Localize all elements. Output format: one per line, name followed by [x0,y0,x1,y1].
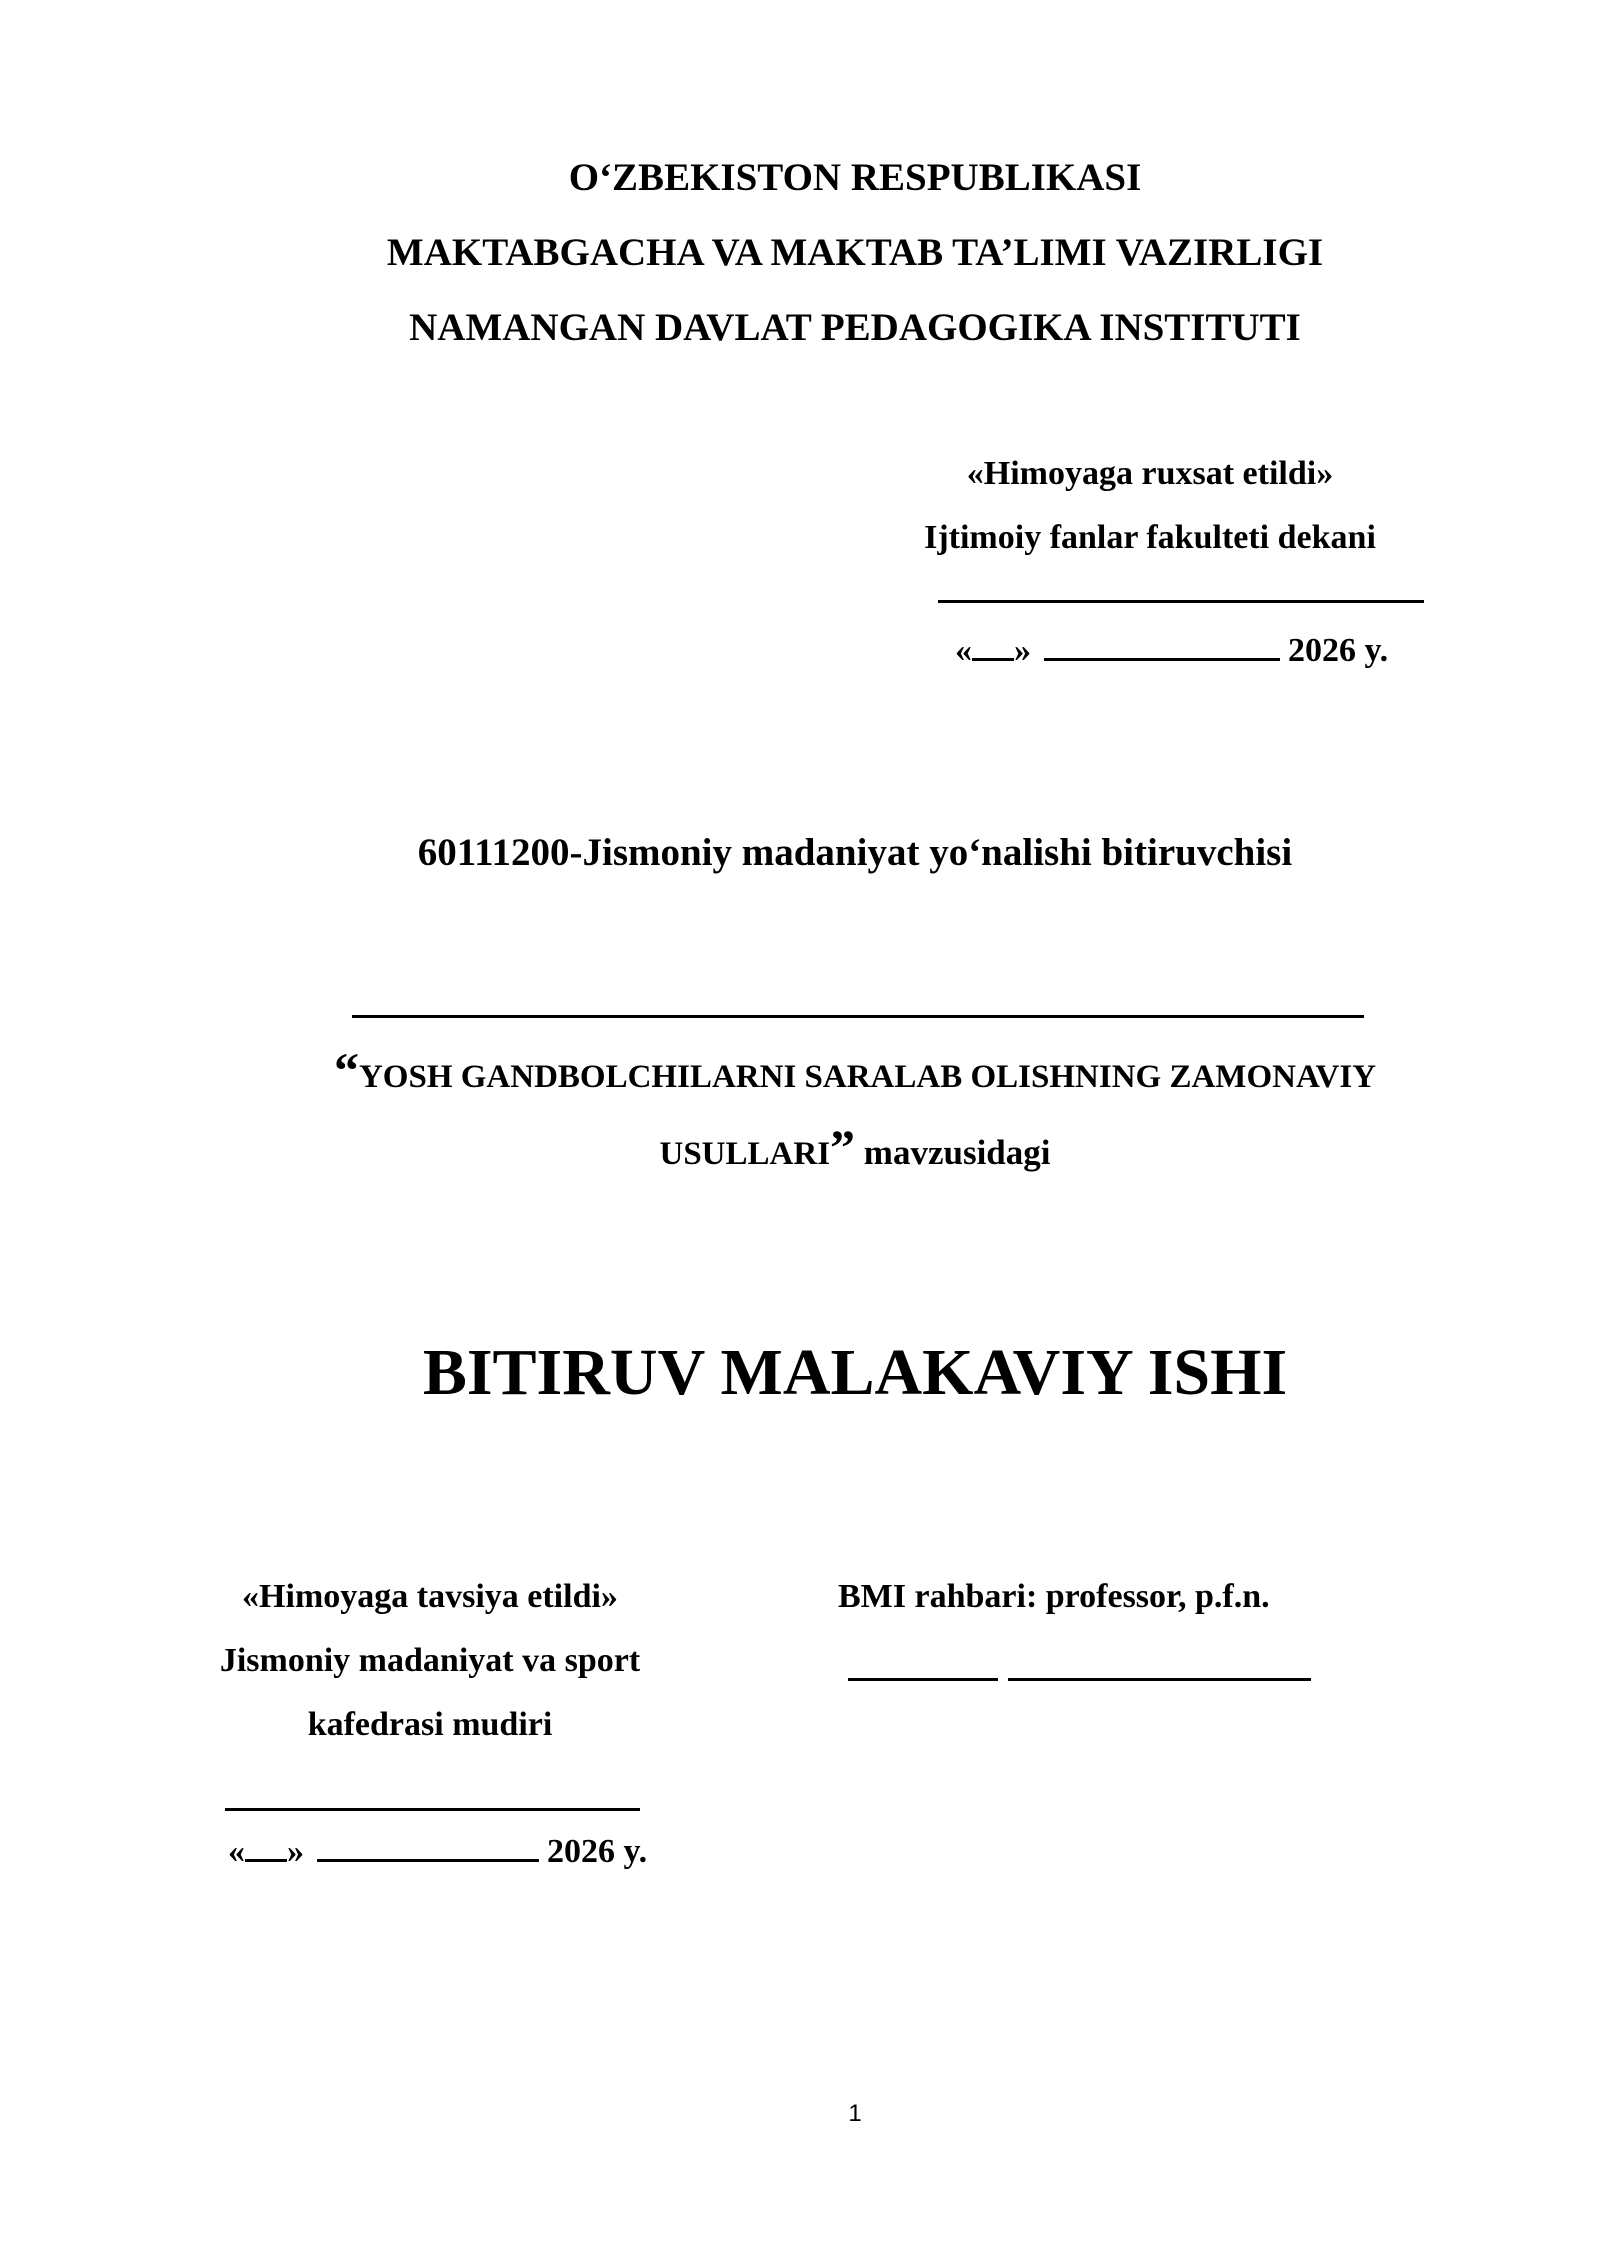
supervisor-name-line [1008,1678,1311,1681]
approval-block [870,442,1430,570]
supervisor-label: BMI rahbari: professor, p.f.n. [838,1578,1270,1615]
recommend-role-line1: Jismoniy madaniyat va sport [219,1642,641,1679]
recommend-year: 2026 y. [547,1833,648,1870]
recommend-block [160,1565,700,1757]
supervisor-block [838,1565,1270,1629]
topic-close-quote: ” [830,1119,856,1175]
topic-open-quote: “ [333,1042,359,1098]
page-number: 1 [848,2100,862,2127]
topic-block [240,1035,1470,1189]
header-institute: NAMANGAN DAVLAT PEDAGOGIKA INSTITUTI [409,306,1301,349]
recommend-signature-line [225,1808,640,1811]
approval-signature-line [938,600,1424,603]
header-ministry: MAKTABGACHA VA MAKTAB TA’LIMI VAZIRLIGI [386,231,1324,274]
student-name-line [352,1015,1364,1018]
supervisor-signature-line [848,1678,998,1681]
document-title: BITIRUV MALAKAVIY ISHI [422,1336,1288,1409]
approval-title: «Himoyaga ruxsat etildi» [966,455,1334,492]
recommend-date: « » 2026 y. [228,1833,648,1870]
approval-year: 2026 y. [1288,632,1389,669]
topic-text-line1: YOSH GANDBOLCHILARNI SARALAB OLISHNING ZAMONAVIY [358,1059,1377,1095]
topic-text-line2: USULLARI [659,1136,831,1172]
approval-role: Ijtimoiy fanlar fakulteti dekani [924,519,1376,556]
recommend-title: «Himoyaga tavsiya etildi» [242,1578,618,1615]
approval-day-blank [972,632,1014,661]
document-header [0,140,1600,365]
recommend-role-line2: kafedrasi mudiri [307,1706,553,1743]
approval-date: « » 2026 y. [955,632,1389,669]
recommend-day-blank [245,1833,287,1862]
recommend-month-blank [317,1833,539,1862]
approval-month-blank [1044,632,1280,661]
topic-suffix: mavzusidagi [855,1133,1051,1172]
specialty-line: 60111200-Jismoniy madaniyat yo‘nalishi bitiruvchisi [417,831,1293,874]
header-country: O‘ZBEKISTON RESPUBLIKASI [568,156,1142,199]
